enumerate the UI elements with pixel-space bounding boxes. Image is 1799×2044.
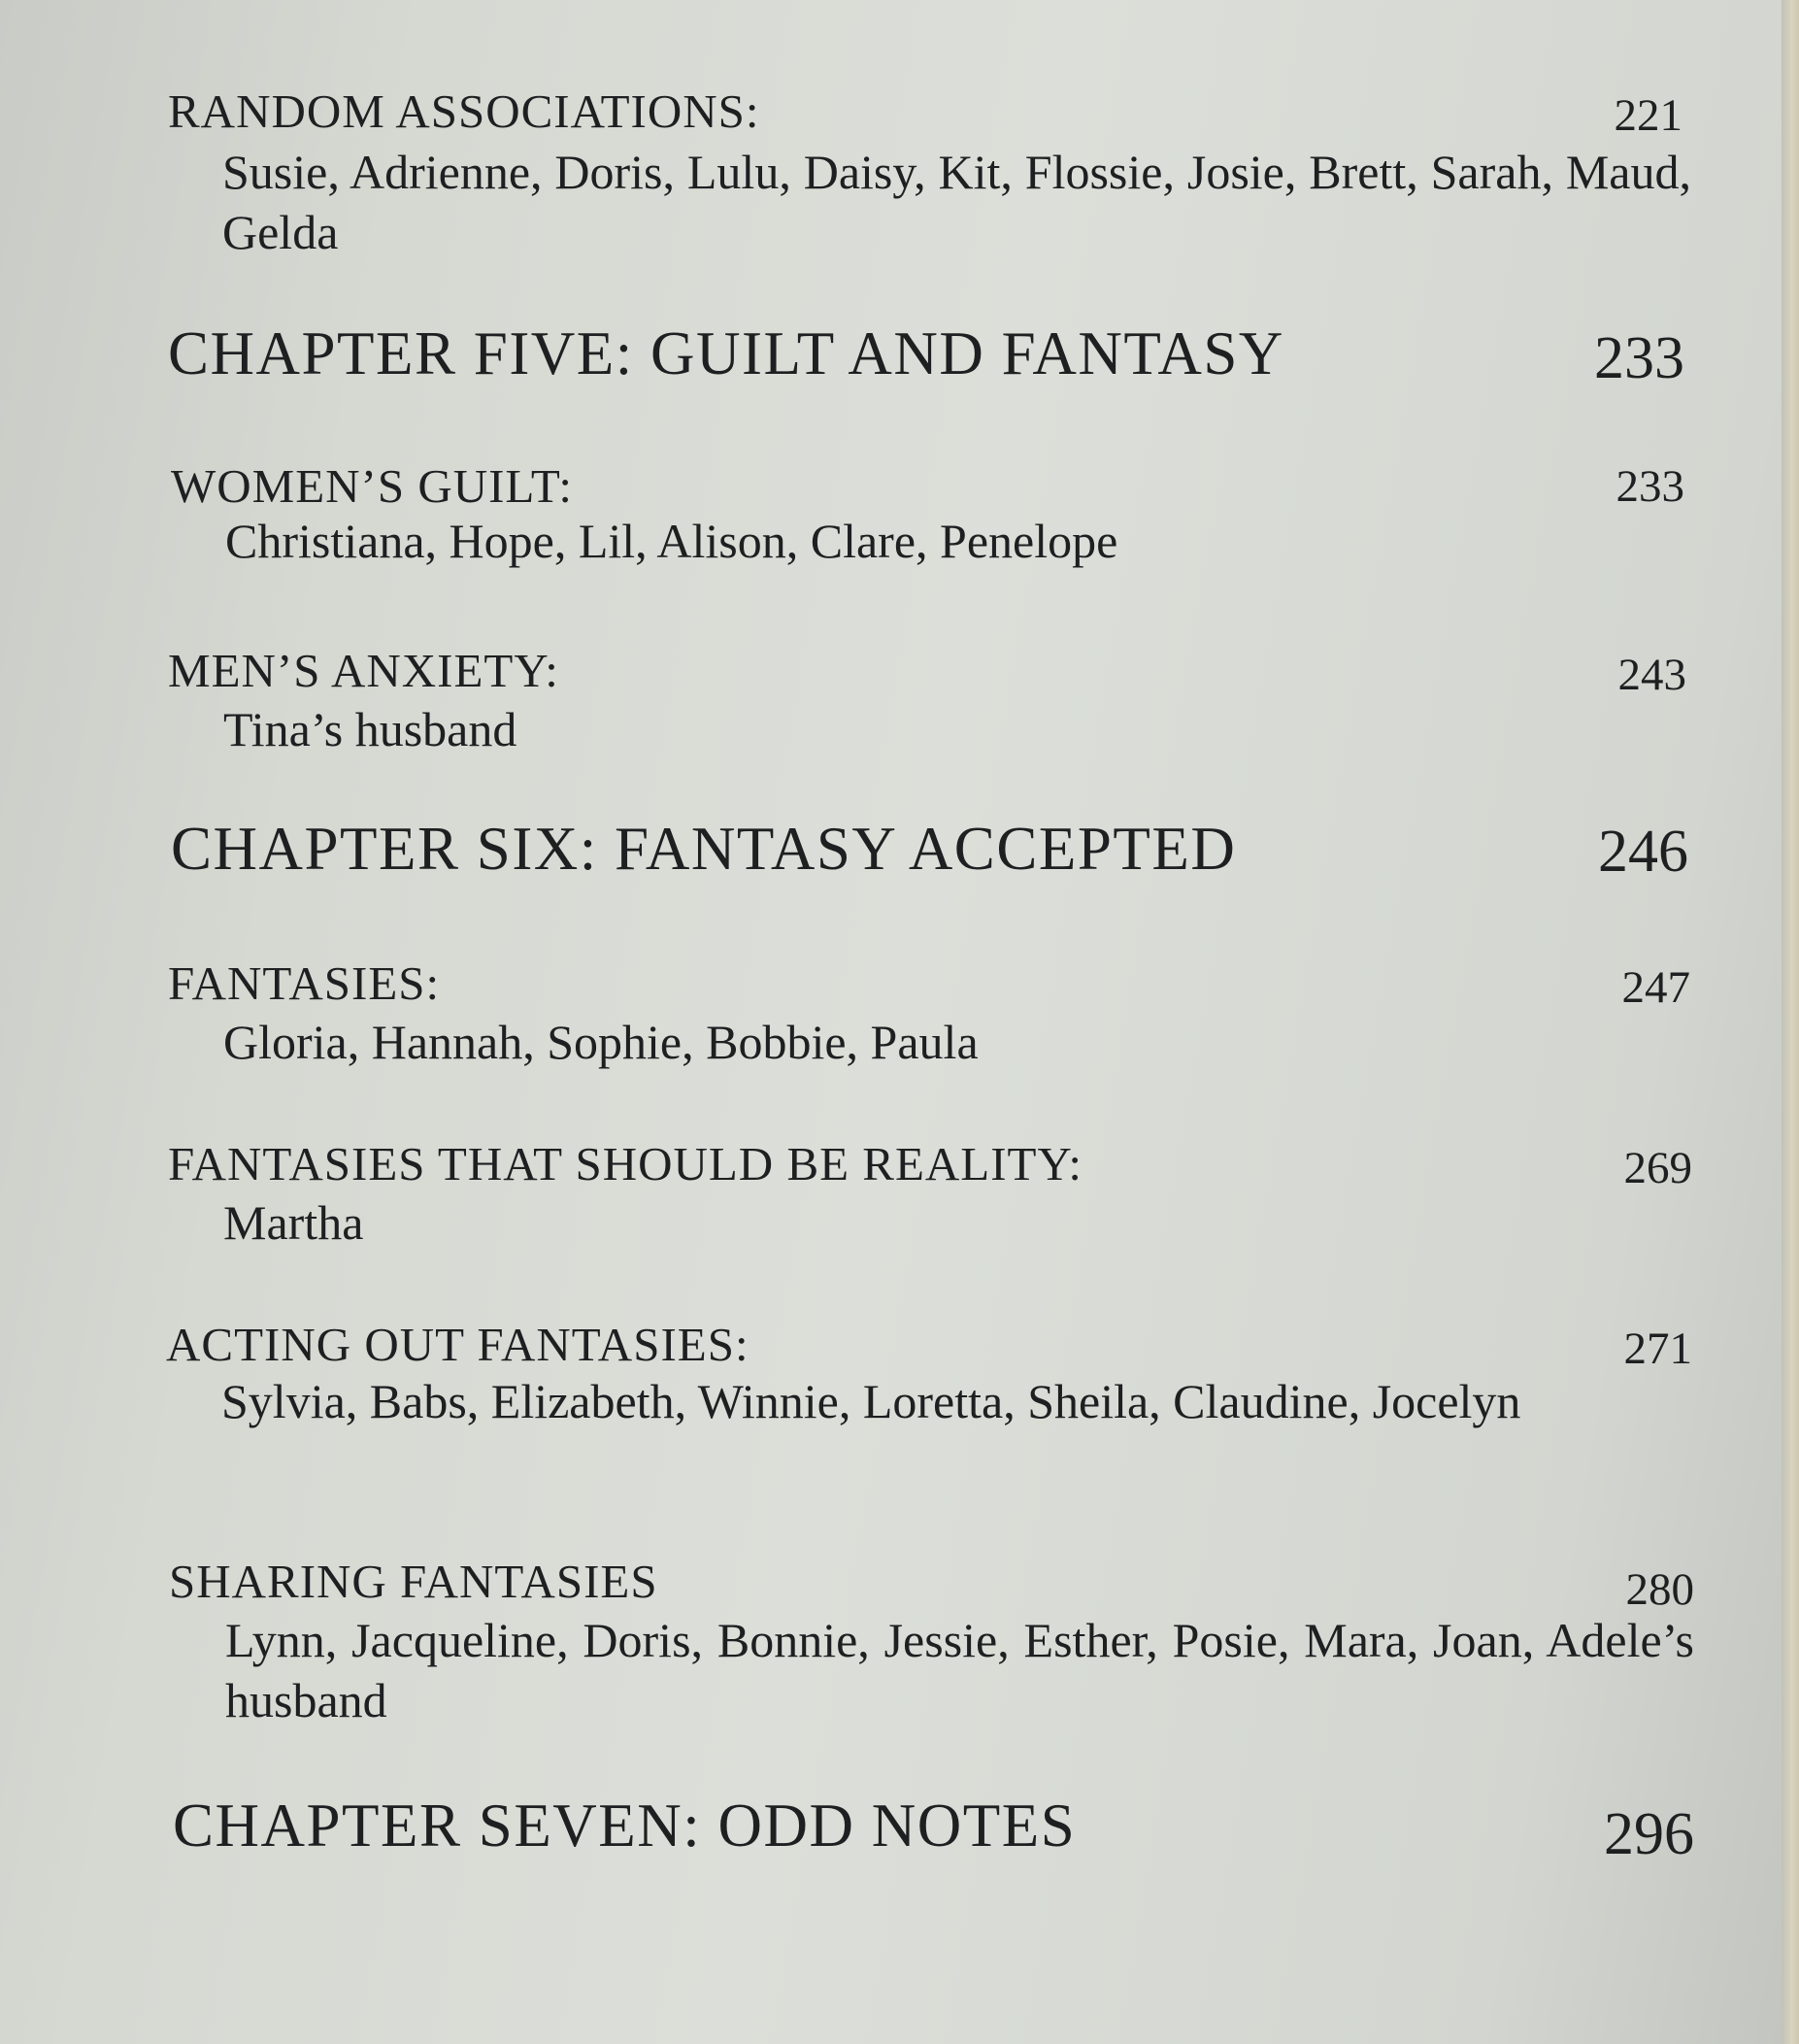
page-number: 233 — [1616, 461, 1684, 512]
page-number: 269 — [1623, 1143, 1692, 1193]
page-number: 233 — [1594, 325, 1684, 391]
page-number: 243 — [1617, 650, 1686, 700]
section-names: Sylvia, Babs, Elizabeth, Winnie, Loretta, Sheila, Claudine, Jocelyn — [221, 1374, 1521, 1428]
section-names: Christiana, Hope, Lil, Alison, Clare, Penelope — [225, 514, 1118, 568]
page-number: 271 — [1623, 1324, 1692, 1374]
chapter-title: CHAPTER SEVEN: ODD NOTES — [173, 1792, 1077, 1860]
page-edge — [1782, 0, 1799, 2044]
section-title: MEN’S ANXIETY: — [168, 644, 559, 697]
section-names: Tina’s husband — [223, 702, 517, 756]
chapter-title: CHAPTER SIX: FANTASY ACCEPTED — [171, 815, 1237, 883]
page-number: 221 — [1614, 90, 1682, 141]
page-number: 247 — [1621, 962, 1690, 1013]
section-title: SHARING FANTASIES — [169, 1555, 658, 1608]
section-names: Martha — [223, 1195, 364, 1250]
section-title: RANDOM ASSOCIATIONS: — [168, 84, 760, 138]
section-names: Lynn, Jacqueline, Doris, Bonnie, Jessie, Esther, Posie, Mara, Joan, Adele’s husband — [225, 1613, 1694, 1727]
section-title: WOMEN’S GUILT: — [171, 459, 573, 513]
page-number: 246 — [1598, 819, 1688, 885]
page-number: 280 — [1625, 1564, 1694, 1615]
page-number: 296 — [1604, 1801, 1694, 1867]
chapter-title: CHAPTER FIVE: GUILT AND FANTASY — [168, 319, 1284, 387]
section-title: ACTING OUT FANTASIES: — [166, 1318, 750, 1371]
section-title: FANTASIES THAT SHOULD BE REALITY: — [168, 1137, 1083, 1190]
section-names: Gloria, Hannah, Sophie, Bobbie, Paula — [223, 1015, 979, 1069]
section-title: FANTASIES: — [168, 956, 441, 1010]
section-names: Susie, Adrienne, Doris, Lulu, Daisy, Kit, Flossie, Josie, Brett, Sarah, Maud, Gelda — [222, 145, 1691, 259]
